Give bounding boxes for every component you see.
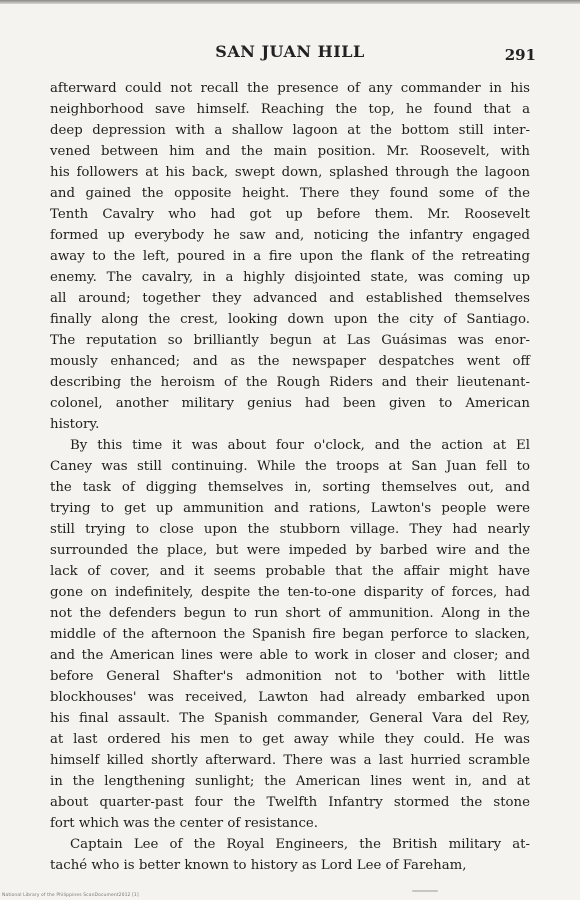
text-line: vened between him and the main position. Mr. Roosevelt, with — [50, 144, 530, 159]
text-line: middle of the afternoon the Spanish fire began perforce to slacken, — [50, 627, 530, 642]
text-line: all around; together they advanced and established themselves — [50, 291, 530, 306]
text-line: and gained the opposite height. There they found some of the — [50, 186, 530, 201]
text-line: about quarter-past four the Twelfth Infantry stormed the stone — [50, 795, 530, 810]
text-line: trying to get up ammunition and rations, Lawton's people were — [50, 501, 530, 516]
text-line: history. — [50, 417, 100, 432]
text-line: the task of digging themselves in, sorting themselves out, and — [50, 480, 530, 495]
text-line: enemy. The cavalry, in a highly disjointed state, was coming up — [50, 270, 530, 285]
page-top-edge — [0, 0, 580, 4]
text-line: away to the left, poured in a fire upon the flank of the retreating — [50, 249, 530, 264]
text-line: gone on indefinitely, despite the ten-to-one disparity of forces, had — [50, 585, 530, 600]
text-line: blockhouses' was received, Lawton had already embarked upon — [50, 690, 530, 705]
scan-smudge — [412, 890, 438, 892]
text-line: before General Shafter's admonition not to 'bother with little — [50, 669, 530, 684]
text-line: neighborhood save himself. Reaching the top, he found that a — [50, 102, 530, 117]
text-line: colonel, another military genius had been given to American — [50, 396, 530, 411]
text-line: Tenth Cavalry who had got up before them. Mr. Roosevelt — [50, 207, 530, 222]
scan-footer-stamp: National Library of the Philippines ScanDocument2012 [1] — [2, 893, 139, 898]
body-text — [50, 78, 530, 876]
text-line: at last ordered his men to get away while they could. He was — [50, 732, 530, 747]
paragraph — [50, 834, 530, 876]
text-line: By this time it was about four o'clock, and the action at El — [70, 438, 530, 453]
text-line: fort which was the center of resistance. — [50, 816, 318, 831]
text-line: taché who is better known to history as Lord Lee of Fareham, — [50, 858, 467, 873]
text-line: Caney was still continuing. While the troops at San Juan fell to — [50, 459, 530, 474]
paragraph — [50, 78, 530, 435]
text-line: lack of cover, and it seems probable that the affair might have — [50, 564, 530, 579]
text-line: in the lengthening sunlight; the American lines went in, and at — [50, 774, 530, 789]
text-line: finally along the crest, looking down upon the city of Santiago. — [50, 312, 530, 327]
text-line: his final assault. The Spanish commander, General Vara del Rey, — [50, 711, 530, 726]
text-line: surrounded the place, but were impeded by barbed wire and the — [50, 543, 530, 558]
text-line: describing the heroism of the Rough Riders and their lieutenant- — [50, 375, 530, 390]
text-line: deep depression with a shallow lagoon at the bottom still inter- — [50, 123, 530, 138]
text-line: mously enhanced; and as the newspaper despatches went off — [50, 354, 530, 369]
running-title: SAN JUAN HILL — [215, 42, 365, 61]
running-header — [50, 38, 536, 68]
text-line: himself killed shortly afterward. There was a last hurried scramble — [50, 753, 530, 768]
page-number: 291 — [504, 46, 536, 64]
text-line: The reputation so brilliantly begun at Las Guásimas was enor- — [50, 333, 530, 348]
text-line: not the defenders begun to run short of ammunition. Along in the — [50, 606, 530, 621]
text-line: his followers at his back, swept down, splashed through the lagoon — [50, 165, 530, 180]
text-line: afterward could not recall the presence of any commander in his — [50, 81, 530, 96]
book-page — [50, 38, 536, 876]
text-line: and the American lines were able to work in closer and closer; and — [50, 648, 530, 663]
paragraph — [50, 435, 530, 834]
text-line: still trying to close upon the stubborn village. They had nearly — [50, 522, 530, 537]
text-line: Captain Lee of the Royal Engineers, the British military at- — [70, 837, 530, 852]
text-line: formed up everybody he saw and, noticing the infantry engaged — [50, 228, 530, 243]
